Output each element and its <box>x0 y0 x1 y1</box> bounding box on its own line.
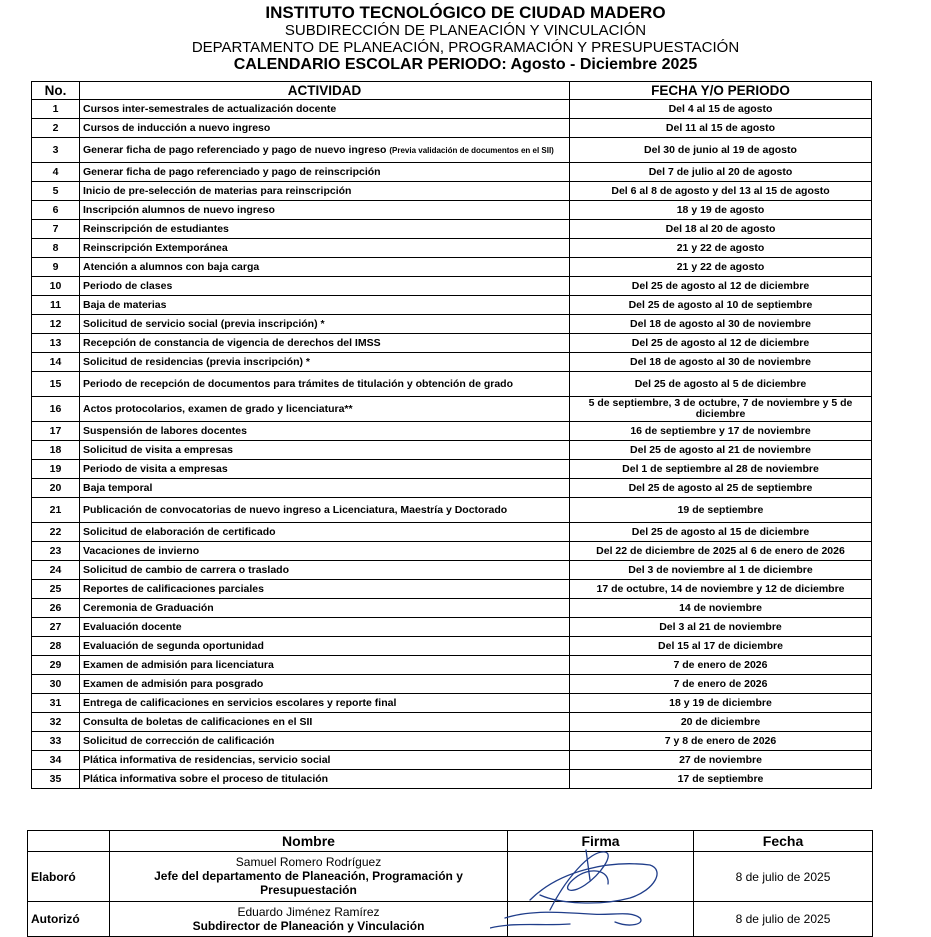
row-fecha: Del 6 al 8 de agosto y del 13 al 15 de agosto <box>570 182 872 201</box>
actividad-text: Examen de admisión para licenciatura <box>83 658 274 671</box>
row-fecha: Del 15 al 17 de diciembre <box>570 637 872 656</box>
row-number: 18 <box>32 441 80 460</box>
row-number: 26 <box>32 599 80 618</box>
signature-date: 8 de julio de 2025 <box>694 852 873 902</box>
row-fecha: 17 de octubre, 14 de noviembre y 12 de diciembre <box>570 580 872 599</box>
actividad-text: Consulta de boletas de calificaciones en el SII <box>83 715 313 728</box>
row-actividad <box>80 315 570 334</box>
document-header <box>0 0 931 73</box>
row-actividad <box>80 751 570 770</box>
row-number: 20 <box>32 479 80 498</box>
table-row <box>32 296 872 315</box>
row-fecha: Del 3 al 21 de noviembre <box>570 618 872 637</box>
signature-name-cell <box>110 852 508 902</box>
table-row <box>32 656 872 675</box>
table-row <box>32 751 872 770</box>
table-row <box>32 353 872 372</box>
actividad-text: Inscripción alumnos de nuevo ingreso <box>83 203 275 216</box>
table-row <box>32 599 872 618</box>
row-actividad <box>80 353 570 372</box>
actividad-text: Recepción de constancia de vigencia de derechos del IMSS <box>83 336 381 349</box>
row-actividad <box>80 119 570 138</box>
actividad-text: Baja de materias <box>83 298 167 311</box>
row-fecha: 19 de septiembre <box>570 498 872 523</box>
row-number: 1 <box>32 100 80 119</box>
signature-table <box>27 830 873 937</box>
subdirection-name: SUBDIRECCIÓN DE PLANEACIÓN Y VINCULACIÓN <box>284 22 647 39</box>
actividad-text: Periodo de clases <box>83 279 173 292</box>
row-number: 2 <box>32 119 80 138</box>
row-number: 35 <box>32 770 80 789</box>
table-row <box>32 182 872 201</box>
row-fecha: Del 30 de junio al 19 de agosto <box>570 138 872 163</box>
row-fecha: 7 de enero de 2026 <box>570 656 872 675</box>
column-header-no: No. <box>32 82 80 100</box>
row-fecha: 14 de noviembre <box>570 599 872 618</box>
signature-column-nombre: Nombre <box>110 831 508 852</box>
row-number: 8 <box>32 239 80 258</box>
row-actividad <box>80 138 570 163</box>
actividad-text: Solicitud de cambio de carrera o traslado <box>83 563 289 576</box>
actividad-text: Generar ficha de pago referenciado y pago de reinscripción <box>83 165 381 178</box>
row-actividad <box>80 460 570 479</box>
row-number: 33 <box>32 732 80 751</box>
table-row <box>32 315 872 334</box>
signer-name: Samuel Romero Rodríguez <box>235 855 382 869</box>
actividad-text: Cursos de inducción a nuevo ingreso <box>83 121 271 134</box>
table-row <box>32 239 872 258</box>
table-row <box>32 277 872 296</box>
table-row <box>32 119 872 138</box>
row-fecha: Del 11 al 15 de agosto <box>570 119 872 138</box>
row-fecha: 7 de enero de 2026 <box>570 675 872 694</box>
row-number: 19 <box>32 460 80 479</box>
actividad-text: Evaluación docente <box>83 620 182 633</box>
row-actividad <box>80 163 570 182</box>
row-actividad <box>80 732 570 751</box>
signature-column-firma: Firma <box>508 831 694 852</box>
row-fecha: 5 de septiembre, 3 de octubre, 7 de noviembre y 5 de diciembre <box>570 397 872 422</box>
row-number: 4 <box>32 163 80 182</box>
row-fecha: Del 25 de agosto al 15 de diciembre <box>570 523 872 542</box>
signer-title: Jefe del departamento de Planeación, Programación y Presupuestación <box>154 869 463 897</box>
signer-name: Eduardo Jiménez Ramírez <box>237 904 380 919</box>
actividad-text: Plática informativa sobre el proceso de titulación <box>83 772 329 785</box>
row-actividad <box>80 694 570 713</box>
row-fecha: Del 7 de julio al 20 de agosto <box>570 163 872 182</box>
signature-row-autorizo <box>28 902 873 937</box>
row-number: 31 <box>32 694 80 713</box>
row-number: 27 <box>32 618 80 637</box>
actividad-text: Generar ficha de pago referenciado y pago de nuevo ingreso <box>83 143 387 156</box>
row-fecha: Del 4 al 15 de agosto <box>570 100 872 119</box>
row-actividad <box>80 334 570 353</box>
row-fecha: 16 de septiembre y 17 de noviembre <box>570 422 872 441</box>
row-actividad <box>80 542 570 561</box>
column-header-fecha: FECHA Y/O PERIODO <box>570 82 872 100</box>
table-row <box>32 561 872 580</box>
actividad-text: Reinscripción Extemporánea <box>83 241 228 254</box>
table-row <box>32 498 872 523</box>
row-actividad <box>80 770 570 789</box>
row-fecha: 18 y 19 de diciembre <box>570 694 872 713</box>
calendar-table <box>31 81 872 789</box>
row-actividad <box>80 258 570 277</box>
table-row <box>32 460 872 479</box>
signature-name-cell <box>110 902 508 937</box>
row-actividad <box>80 561 570 580</box>
column-header-actividad: ACTIVIDAD <box>80 82 570 100</box>
table-row <box>32 100 872 119</box>
row-number: 22 <box>32 523 80 542</box>
actividad-text: Plática informativa de residencias, servicio social <box>83 753 331 766</box>
row-fecha: Del 18 al 20 de agosto <box>570 220 872 239</box>
row-number: 13 <box>32 334 80 353</box>
row-fecha: Del 25 de agosto al 10 de septiembre <box>570 296 872 315</box>
actividad-text: Inicio de pre-selección de materias para reinscripción <box>83 184 352 197</box>
row-fecha: 17 de septiembre <box>570 770 872 789</box>
row-actividad <box>80 277 570 296</box>
row-fecha: Del 25 de agosto al 21 de noviembre <box>570 441 872 460</box>
actividad-text: Baja temporal <box>83 481 153 494</box>
row-fecha: 21 y 22 de agosto <box>570 258 872 277</box>
row-number: 11 <box>32 296 80 315</box>
calendar-title: CALENDARIO ESCOLAR PERIODO: Agosto - Diciembre 2025 <box>233 56 698 73</box>
actividad-text: Solicitud de visita a empresas <box>83 443 233 456</box>
actividad-text: Solicitud de corrección de calificación <box>83 734 275 747</box>
signature-column-fecha: Fecha <box>694 831 873 852</box>
actividad-text: Periodo de visita a empresas <box>83 462 228 475</box>
row-fecha: Del 18 de agosto al 30 de noviembre <box>570 353 872 372</box>
row-fecha: 7 y 8 de enero de 2026 <box>570 732 872 751</box>
signature-date: 8 de julio de 2025 <box>694 902 873 937</box>
row-actividad <box>80 220 570 239</box>
table-row <box>32 441 872 460</box>
row-number: 17 <box>32 422 80 441</box>
row-number: 24 <box>32 561 80 580</box>
table-row <box>32 713 872 732</box>
row-number: 21 <box>32 498 80 523</box>
row-number: 9 <box>32 258 80 277</box>
row-actividad <box>80 498 570 523</box>
row-fecha: 21 y 22 de agosto <box>570 239 872 258</box>
row-actividad <box>80 100 570 119</box>
actividad-text: Reinscripción de estudiantes <box>83 222 229 235</box>
actividad-text: Atención a alumnos con baja carga <box>83 260 260 273</box>
actividad-text: Periodo de recepción de documentos para trámites de titulación y obtención de grado <box>83 377 513 390</box>
actividad-text: Entrega de calificaciones en servicios escolares y reporte final <box>83 696 397 709</box>
table-row <box>32 397 872 422</box>
table-row <box>32 422 872 441</box>
table-row <box>32 523 872 542</box>
row-actividad <box>80 656 570 675</box>
row-number: 34 <box>32 751 80 770</box>
row-fecha: Del 25 de agosto al 5 de diciembre <box>570 372 872 397</box>
row-actividad <box>80 675 570 694</box>
row-actividad <box>80 713 570 732</box>
row-fecha: Del 1 de septiembre al 28 de noviembre <box>570 460 872 479</box>
actividad-text: Solicitud de servicio social (previa inscripción) * <box>83 317 325 330</box>
row-number: 7 <box>32 220 80 239</box>
table-row <box>32 201 872 220</box>
handwritten-signature-icon <box>490 840 670 935</box>
institution-name: INSTITUTO TECNOLÓGICO DE CIUDAD MADERO <box>265 3 666 22</box>
actividad-text: Cursos inter-semestrales de actualización docente <box>83 102 337 115</box>
row-fecha: Del 22 de diciembre de 2025 al 6 de enero de 2026 <box>570 542 872 561</box>
row-actividad <box>80 599 570 618</box>
signature-role: Autorizó <box>28 902 110 937</box>
row-number: 30 <box>32 675 80 694</box>
row-actividad <box>80 201 570 220</box>
signature-row-elaboro <box>28 852 873 902</box>
row-actividad <box>80 523 570 542</box>
row-number: 3 <box>32 138 80 163</box>
actividad-text: Publicación de convocatorias de nuevo ingreso a Licenciatura, Maestría y Doctorado <box>83 503 508 516</box>
row-number: 23 <box>32 542 80 561</box>
row-number: 12 <box>32 315 80 334</box>
row-actividad <box>80 479 570 498</box>
row-fecha: Del 18 de agosto al 30 de noviembre <box>570 315 872 334</box>
row-actividad <box>80 397 570 422</box>
table-row <box>32 258 872 277</box>
table-row <box>32 372 872 397</box>
row-actividad <box>80 422 570 441</box>
table-row <box>32 138 872 163</box>
row-actividad <box>80 372 570 397</box>
calendar-header-row <box>32 82 872 100</box>
row-number: 14 <box>32 353 80 372</box>
department-name: DEPARTAMENTO DE PLANEACIÓN, PROGRAMACIÓN Y PRESUPUESTACIÓN <box>191 39 740 56</box>
row-fecha: 27 de noviembre <box>570 751 872 770</box>
row-number: 6 <box>32 201 80 220</box>
row-number: 32 <box>32 713 80 732</box>
table-row <box>32 770 872 789</box>
table-row <box>32 220 872 239</box>
actividad-text: Suspensión de labores docentes <box>83 424 247 437</box>
actividad-note: (Previa validación de documentos en el SII) <box>389 145 554 155</box>
row-fecha: Del 3 de noviembre al 1 de diciembre <box>570 561 872 580</box>
table-row <box>32 618 872 637</box>
actividad-text: Ceremonia de Graduación <box>83 601 214 614</box>
row-fecha: 18 y 19 de agosto <box>570 201 872 220</box>
actividad-text: Reportes de calificaciones parciales <box>83 582 264 595</box>
row-number: 5 <box>32 182 80 201</box>
actividad-text: Solicitud de elaboración de certificado <box>83 525 276 538</box>
row-number: 28 <box>32 637 80 656</box>
row-actividad <box>80 441 570 460</box>
table-row <box>32 542 872 561</box>
calendar-body <box>32 100 872 789</box>
row-fecha: Del 25 de agosto al 12 de diciembre <box>570 277 872 296</box>
row-number: 29 <box>32 656 80 675</box>
actividad-text: Examen de admisión para posgrado <box>83 677 264 690</box>
row-actividad <box>80 618 570 637</box>
row-number: 15 <box>32 372 80 397</box>
table-row <box>32 675 872 694</box>
row-actividad <box>80 296 570 315</box>
row-actividad <box>80 182 570 201</box>
row-number: 25 <box>32 580 80 599</box>
signer-title: Subdirector de Planeación y Vinculación <box>192 918 425 933</box>
actividad-text: Vacaciones de invierno <box>83 544 200 557</box>
table-row <box>32 637 872 656</box>
table-row <box>32 163 872 182</box>
signature-header-row <box>28 831 873 852</box>
actividad-text: Actos protocolarios, examen de grado y licenciatura** <box>83 402 353 415</box>
row-fecha: Del 25 de agosto al 25 de septiembre <box>570 479 872 498</box>
row-actividad <box>80 239 570 258</box>
row-fecha: 20 de diciembre <box>570 713 872 732</box>
signature-role: Elaboró <box>28 852 110 902</box>
table-row <box>32 732 872 751</box>
row-number: 16 <box>32 397 80 422</box>
row-fecha: Del 25 de agosto al 12 de diciembre <box>570 334 872 353</box>
table-row <box>32 334 872 353</box>
signature-blank-header <box>28 831 110 852</box>
table-row <box>32 479 872 498</box>
row-number: 10 <box>32 277 80 296</box>
table-row <box>32 694 872 713</box>
table-row <box>32 580 872 599</box>
row-actividad <box>80 637 570 656</box>
row-actividad <box>80 580 570 599</box>
actividad-text: Solicitud de residencias (previa inscripción) * <box>83 355 310 368</box>
actividad-text: Evaluación de segunda oportunidad <box>83 639 264 652</box>
